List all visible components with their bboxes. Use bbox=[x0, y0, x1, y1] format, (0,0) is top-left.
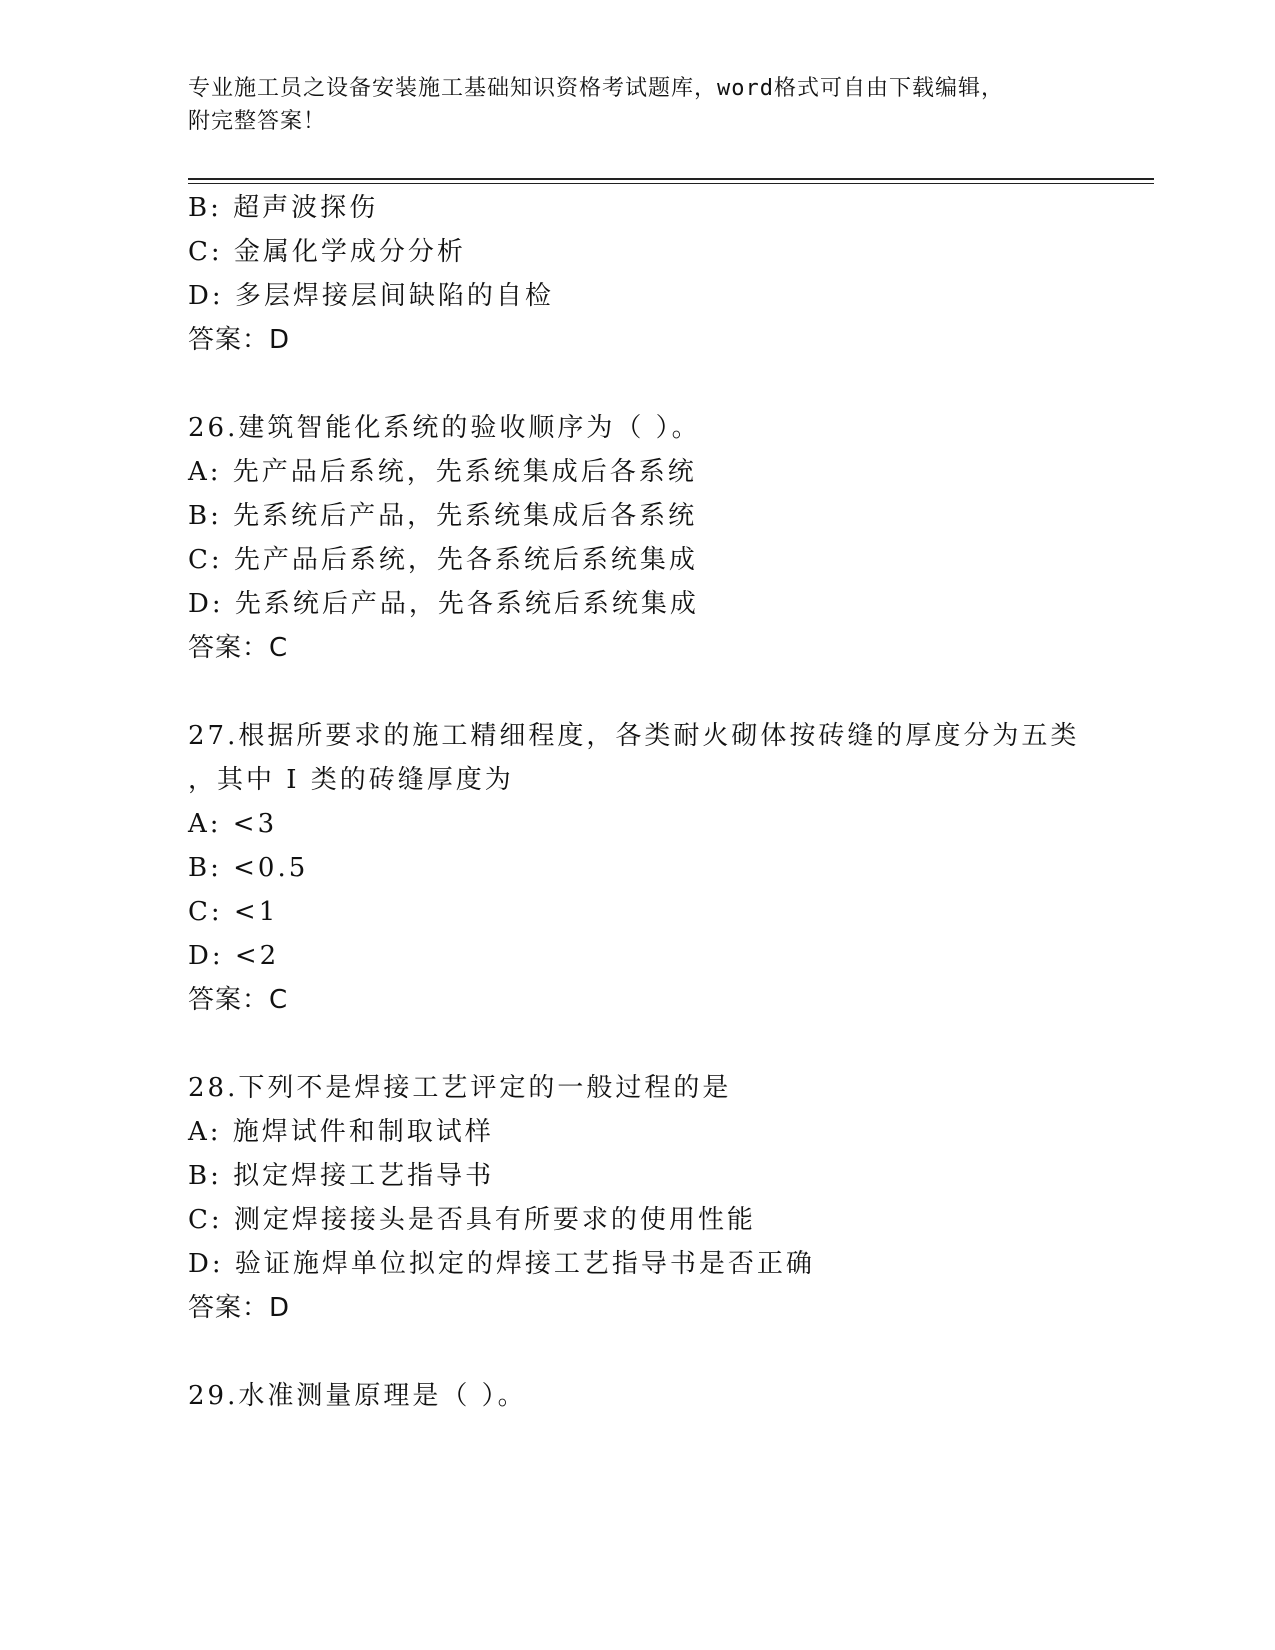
q25-option-d: D: 多层焊接层间缺陷的自检 bbox=[188, 281, 554, 311]
q26-answer: 答案：C bbox=[188, 633, 289, 663]
header-divider-thick bbox=[188, 178, 1154, 180]
q28-option-a: A: 施焊试件和制取试样 bbox=[188, 1117, 494, 1147]
header-divider-thin bbox=[188, 183, 1154, 184]
q28-question: 28.下列不是焊接工艺评定的一般过程的是 bbox=[188, 1073, 732, 1103]
q25-answer: 答案：D bbox=[188, 325, 291, 355]
q26-question: 26.建筑智能化系统的验收顺序为（ ）。 bbox=[188, 413, 701, 443]
header-line-2: 附完整答案！ bbox=[188, 109, 327, 134]
q27-option-a: A: <3 bbox=[188, 809, 278, 839]
q26-option-b: B: 先系统后产品，先系统集成后各系统 bbox=[188, 501, 698, 531]
q29-question: 29.水准测量原理是（ ）。 bbox=[188, 1381, 527, 1411]
document-header bbox=[188, 72, 1088, 138]
q28-option-c: C: 测定焊接接头是否具有所要求的使用性能 bbox=[188, 1205, 756, 1235]
q27-question-line-1: 27.根据所要求的施工精细程度，各类耐火砌体按砖缝的厚度分为五类 bbox=[188, 721, 1080, 751]
q27-option-c: C: <1 bbox=[188, 897, 279, 927]
q28-option-d: D: 验证施焊单位拟定的焊接工艺指导书是否正确 bbox=[188, 1249, 815, 1279]
q26-option-a: A: 先产品后系统，先系统集成后各系统 bbox=[188, 457, 697, 487]
q25-option-c: C: 金属化学成分分析 bbox=[188, 237, 466, 267]
q27-answer: 答案：C bbox=[188, 985, 289, 1015]
q25-option-b: B: 超声波探伤 bbox=[188, 193, 379, 223]
q27-option-d: D: <2 bbox=[188, 941, 280, 971]
q26-option-c: C: 先产品后系统，先各系统后系统集成 bbox=[188, 545, 698, 575]
q26-option-d: D: 先系统后产品，先各系统后系统集成 bbox=[188, 589, 699, 619]
q27-option-b: B: <0.5 bbox=[188, 853, 309, 883]
header-line-1: 专业施工员之设备安装施工基础知识资格考试题库，word格式可自由下载编辑， bbox=[188, 76, 1004, 101]
q28-answer: 答案：D bbox=[188, 1293, 291, 1323]
q28-option-b: B: 拟定焊接工艺指导书 bbox=[188, 1161, 495, 1191]
q27-question-line-2: ，其中 I 类的砖缝厚度为 bbox=[188, 765, 514, 795]
